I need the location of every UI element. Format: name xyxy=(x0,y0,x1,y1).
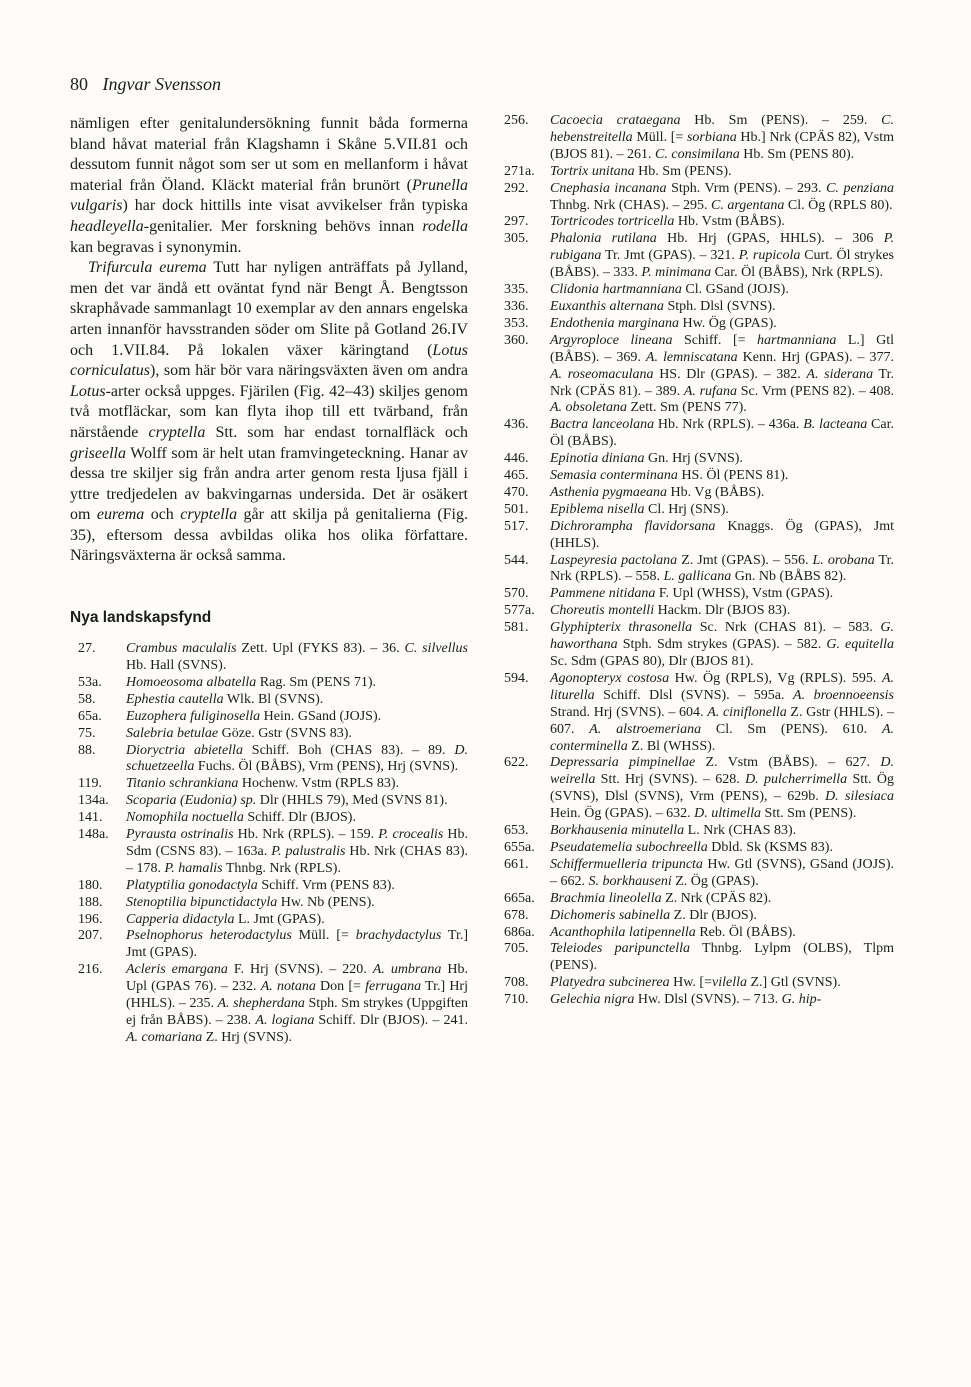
entry-number: 271a. xyxy=(504,163,535,179)
entry-number: 216. xyxy=(78,962,103,978)
entry-number: 678. xyxy=(504,907,529,923)
entry-number: 119. xyxy=(78,776,102,792)
species-entry xyxy=(504,603,894,620)
entry-text: Depressaria pimpinellae Z. Vstm (BÅBS). – 627. D. weirella Stt. Hrj (SVNS). – 628. D. pulcherrimella Stt. Ög (SVNS), Dlsl (SVNS), Vrm (PENS), – 629b. D. silesiaca Hein. Ög (GPAS). – 632. D. ultimella Stt. Sm (PENS). xyxy=(550,755,895,822)
entry-text: Dichrorampha flavidorsana Knaggs. Ög (GPAS), Jmt (HHLS). xyxy=(550,518,894,551)
entry-number: 708. xyxy=(504,975,529,991)
species-entry xyxy=(504,282,894,299)
species-entry xyxy=(504,417,894,451)
species-entry xyxy=(504,857,894,891)
entry-number: 655a. xyxy=(504,839,535,855)
entry-text: Homoeosoma albatella Rag. Sm (PENS 71). xyxy=(126,674,377,690)
entry-number: 75. xyxy=(78,725,96,741)
species-entry xyxy=(504,214,894,231)
entry-text: Nomophila noctuella Schiff. Dlr (BJOS). xyxy=(126,810,356,826)
species-entry xyxy=(70,675,468,692)
entry-number: 335. xyxy=(504,282,529,298)
species-entry xyxy=(504,823,894,840)
entry-text: Asthenia pygmaeana Hb. Vg (BÅBS). xyxy=(550,484,765,500)
entry-text: Pyrausta ostrinalis Hb. Nrk (RPLS). – 159. P. crocealis Hb. Sdm (CSNS 83). – 163a. P. palustralis Hb. Nrk (CHAS 83). – 178. P. hamalis Thnbg. Nrk (RPLS). xyxy=(126,827,468,876)
species-entry xyxy=(504,485,894,502)
species-entry xyxy=(70,743,468,777)
entry-number: 196. xyxy=(78,911,103,927)
entry-text: Dioryctria abietella Schiff. Boh (CHAS 83). – 89. D. schuetzeella Fuchs. Öl (BÅBS), Vrm (PENS), Hrj (SVNS). xyxy=(126,742,469,775)
species-entry xyxy=(504,992,894,1009)
entry-number: 686a. xyxy=(504,924,535,940)
entry-text: Brachmia lineolella Z. Nrk (CPÄS 82). xyxy=(550,890,772,906)
entry-text: Euzophera fuliginosella Hein. GSand (JOJS). xyxy=(126,708,382,724)
entry-number: 336. xyxy=(504,298,529,314)
entry-number: 148a. xyxy=(78,827,109,843)
species-entry xyxy=(70,895,468,912)
body-paragraph: Trifurcula eurema Tutt har nyligen anträffats på Jylland, men det var ändå ett oväntat fynd när Bengt Å. Bengtsson skraphåvade sammanlagt 10 exemplar av den annars engelska arten innanför havsstranden söder om Slite på Gotland 26.IV och 1.VII.84. På lokalen växer käringtand (Lotus corniculatus), som här bör vara näringsväxten även om andra Lotus-arter också uppges. Fjärilen (Fig. 42–43) skiljes genom två motfläckar, som kan flyta ihop till ett tvärband, från närstående cryptella Stt. som har endast tornalfläck och griseella Wolff som är helt utan framvingeteckning. Hanar av dessa tre skiljer sig från andra arter genom resta ljusa fjäll i yttre tredjedelen av bakvingarnas undersida. Det är osäkert om eurema och cryptella går att skilja på genitalierna (Fig. 35), eftersom dessa avbildas olika hos olika författare. Näringsväxterna är också samma. xyxy=(70,259,469,565)
entry-text: Clidonia hartmanniana Cl. GSand (JOJS). xyxy=(550,282,789,298)
entry-number: 577a. xyxy=(504,603,535,619)
entry-number: 570. xyxy=(504,586,529,602)
entry-number: 661. xyxy=(504,856,529,872)
species-entry xyxy=(504,316,894,333)
entry-text: Laspeyresia pactolana Z. Jmt (GPAS). – 556. L. orobana Tr. Nrk (RPLS). – 558. L. gallicana Gn. Nb (BÅBS 82). xyxy=(550,552,894,585)
entry-text: Bactra lanceolana Hb. Nrk (RPLS). – 436a. B. lacteana Car. Öl (BÅBS). xyxy=(550,417,894,450)
entry-text: Tortricodes tortricella Hb. Vstm (BÅBS). xyxy=(550,214,785,230)
species-entry xyxy=(504,333,894,418)
entry-number: 517. xyxy=(504,518,529,534)
species-entry xyxy=(504,519,894,553)
entry-text: Epiblema nisella Cl. Hrj (SNS). xyxy=(550,501,729,517)
left-column xyxy=(70,114,468,1047)
species-entry xyxy=(504,671,894,756)
entry-text: Salebria betulae Göze. Gstr (SVNS 83). xyxy=(126,725,352,741)
page-number: 80 xyxy=(70,74,88,94)
species-entry xyxy=(504,181,894,215)
entry-number: 622. xyxy=(504,755,529,771)
entry-text: Platyedra subcinerea Hw. [=vilella Z.] Gtl (SVNS). xyxy=(550,975,841,991)
body-text xyxy=(70,114,468,567)
entry-text: Euxanthis alternana Stph. Dlsl (SVNS). xyxy=(550,298,776,314)
entry-number: 292. xyxy=(504,180,529,196)
right-column xyxy=(504,113,894,1009)
entry-text: Borkhausenia minutella L. Nrk (CHAS 83). xyxy=(550,823,797,839)
entry-number: 141. xyxy=(78,810,103,826)
entry-number: 705. xyxy=(504,941,529,957)
species-entry xyxy=(504,451,894,468)
entry-text: Agonopteryx costosa Hw. Ög (RPLS), Vg (RPLS). 595. A. liturella Schiff. Dlsl (SVNS). – 595a. A. broennoeensis Strand. Hrj (SVNS). – 604. A. ciniflonella Z. Gstr (HHLS). – 607. A. alstroemeriana Cl. Sm (PENS). 610. A. conterminella Z. Bl (WHSS). xyxy=(550,670,895,754)
entry-number: 180. xyxy=(78,877,103,893)
entry-text: Semasia conterminana HS. Öl (PENS 81). xyxy=(550,468,789,484)
entry-text: Scoparia (Eudonia) sp. Dlr (HHLS 79), Med (SVNS 81). xyxy=(126,793,448,809)
entry-number: 134a. xyxy=(78,793,109,809)
entry-number: 256. xyxy=(504,113,529,128)
entry-text: Titanio schrankiana Hochenw. Vstm (RPLS 83). xyxy=(126,776,400,792)
entry-number: 297. xyxy=(504,214,529,230)
entry-text: Endothenia marginana Hw. Ög (GPAS). xyxy=(550,315,777,331)
entry-text: Gelechia nigra Hw. Dlsl (SVNS). – 713. G. hip- xyxy=(550,992,822,1008)
species-entry xyxy=(504,502,894,519)
species-entry xyxy=(70,878,468,895)
page-header xyxy=(70,74,221,95)
species-entry xyxy=(504,620,894,671)
species-list-right xyxy=(504,113,894,1009)
entry-number: 207. xyxy=(78,928,103,944)
entry-number: 88. xyxy=(78,742,96,758)
species-entry xyxy=(504,891,894,908)
entry-text: Ephestia cautella Wlk. Bl (SVNS). xyxy=(126,691,324,707)
entry-text: Pammene nitidana F. Upl (WHSS), Vstm (GPAS). xyxy=(550,586,834,602)
species-entry xyxy=(70,928,468,962)
entry-text: Capperia didactyla L. Jmt (GPAS). xyxy=(126,911,325,927)
entry-number: 594. xyxy=(504,670,529,686)
entry-number: 305. xyxy=(504,231,529,247)
entry-number: 353. xyxy=(504,315,529,331)
running-head-author: Ingvar Svensson xyxy=(102,74,221,94)
entry-text: Platyptilia gonodactyla Schiff. Vrm (PENS 83). xyxy=(126,877,395,893)
species-entry xyxy=(70,810,468,827)
entry-number: 360. xyxy=(504,332,529,348)
species-entry xyxy=(70,912,468,929)
species-entry xyxy=(504,586,894,603)
species-entry xyxy=(504,925,894,942)
species-entry xyxy=(504,113,894,164)
species-entry xyxy=(70,793,468,810)
species-list-left xyxy=(70,641,468,1047)
entry-number: 581. xyxy=(504,620,529,636)
species-entry xyxy=(504,299,894,316)
species-entry xyxy=(504,553,894,587)
entry-text: Teleiodes paripunctella Thnbg. Lylpm (OLBS), Tlpm (PENS). xyxy=(550,941,895,974)
entry-number: 544. xyxy=(504,552,529,568)
entry-text: Epinotia diniana Gn. Hrj (SVNS). xyxy=(550,451,743,467)
entry-number: 27. xyxy=(78,641,96,657)
entry-number: 58. xyxy=(78,691,96,707)
species-entry xyxy=(504,975,894,992)
species-entry xyxy=(504,231,894,282)
entry-text: Pselnophorus heterodactylus Müll. [= brachydactylus Tr.] Jmt (GPAS). xyxy=(126,928,469,961)
species-entry xyxy=(70,776,468,793)
entry-number: 653. xyxy=(504,823,529,839)
species-entry xyxy=(504,941,894,975)
entry-text: Argyroploce lineana Schiff. [= hartmanniana L.] Gtl (BÅBS). – 369. A. lemniscatana Kenn. Hrj (GPAS). – 377. A. roseomaculana HS. Dlr (GPAS). – 382. A. siderana Tr. Nrk (CPÄS 81). – 389. A. rufana Sc. Vrm (PENS 82). – 408. A. obsoletana Zett. Sm (PENS 77). xyxy=(550,332,895,416)
species-entry xyxy=(70,641,468,675)
entry-text: Acleris emargana F. Hrj (SVNS). – 220. A. umbrana Hb. Upl (GPAS 76). – 232. A. notana Don [= ferrugana Tr.] Hrj (HHLS). – 235. A. shepherdana Stph. Sm strykes (Uppgiften ej från BÅBS). – 238. A. logiana Schiff. Dlr (BJOS). – 241. A. comariana Z. Hrj (SVNS). xyxy=(126,962,468,1045)
species-entry xyxy=(70,962,468,1047)
species-entry xyxy=(504,840,894,857)
species-entry xyxy=(70,709,468,726)
entry-text: Pseudatemelia subochreella Dbld. Sk (KSMS 83). xyxy=(550,839,833,855)
body-paragraph: nämligen efter genitalundersökning funnit båda formerna bland håvat material från Klagshamn i Skåne 5.VII.81 och dessutom funnit något som ser ut som en mellanform i håvat material från Öland. Kläckt material från brunört (Prunella vulgaris) har dock hittills inte visat avvikelser från typiska headleyella-genitalier. Mer forskning behövs innan rodella kan begravas i synonymin. xyxy=(70,115,468,256)
entry-number: 65a. xyxy=(78,708,102,724)
entry-number: 470. xyxy=(504,484,529,500)
entry-text: Acanthophila latipennella Reb. Öl (BÅBS). xyxy=(550,924,796,940)
species-entry xyxy=(70,726,468,743)
entry-text: Phalonia rutilana Hb. Hrj (GPAS, HHLS). – 306 P. rubigana Tr. Jmt (GPAS). – 321. P. rupicola Curt. Öl strykes (BÅBS). – 333. P. minimana Car. Öl (BÅBS), Nrk (RPLS). xyxy=(550,231,894,281)
entry-text: Schiffermuelleria tripuncta Hw. Gtl (SVNS), GSand (JOJS). – 662. S. borkhauseni Z. Ög (GPAS). xyxy=(550,856,895,889)
species-entry xyxy=(504,755,894,823)
entry-number: 436. xyxy=(504,417,529,433)
entry-number: 665a. xyxy=(504,890,535,906)
species-entry xyxy=(70,827,468,878)
entry-text: Choreutis montelli Hackm. Dlr (BJOS 83). xyxy=(550,603,791,619)
entry-number: 501. xyxy=(504,501,529,517)
species-entry xyxy=(70,692,468,709)
entry-text: Crambus maculalis Zett. Upl (FYKS 83). – 36. C. silvellus Hb. Hall (SVNS). xyxy=(126,641,468,673)
entry-number: 465. xyxy=(504,468,529,484)
entry-number: 710. xyxy=(504,992,529,1008)
species-entry xyxy=(504,468,894,485)
entry-text: Glyphipterix thrasonella Sc. Nrk (CHAS 81). – 583. G. haworthana Stph. Sdm strykes (GPAS). – 582. G. equitella Sc. Sdm (GPAS 80), Dlr (BJOS 81). xyxy=(550,620,894,669)
species-entry xyxy=(504,908,894,925)
entry-number: 53a. xyxy=(78,674,102,690)
entry-text: Cacoecia crataegana Hb. Sm (PENS). – 259. C. hebenstreitella Müll. [= sorbiana Hb.] Nrk (CPÄS 82), Vstm (BJOS 81). – 261. C. consimilana Hb. Sm (PENS 80). xyxy=(550,113,894,162)
entry-number: 446. xyxy=(504,451,529,467)
species-entry xyxy=(504,164,894,181)
entry-text: Stenoptilia bipunctidactyla Hw. Nb (PENS). xyxy=(126,894,375,910)
entry-number: 188. xyxy=(78,894,103,910)
entry-text: Dichomeris sabinella Z. Dlr (BJOS). xyxy=(550,907,757,923)
section-heading: Nya landskapsfynd xyxy=(70,609,212,627)
entry-text: Cnephasia incanana Stph. Vrm (PENS). – 293. C. penziana Thnbg. Nrk (CHAS). – 295. C. argentana Cl. Ög (RPLS 80). xyxy=(550,180,894,213)
entry-text: Tortrix unitana Hb. Sm (PENS). xyxy=(550,163,732,179)
